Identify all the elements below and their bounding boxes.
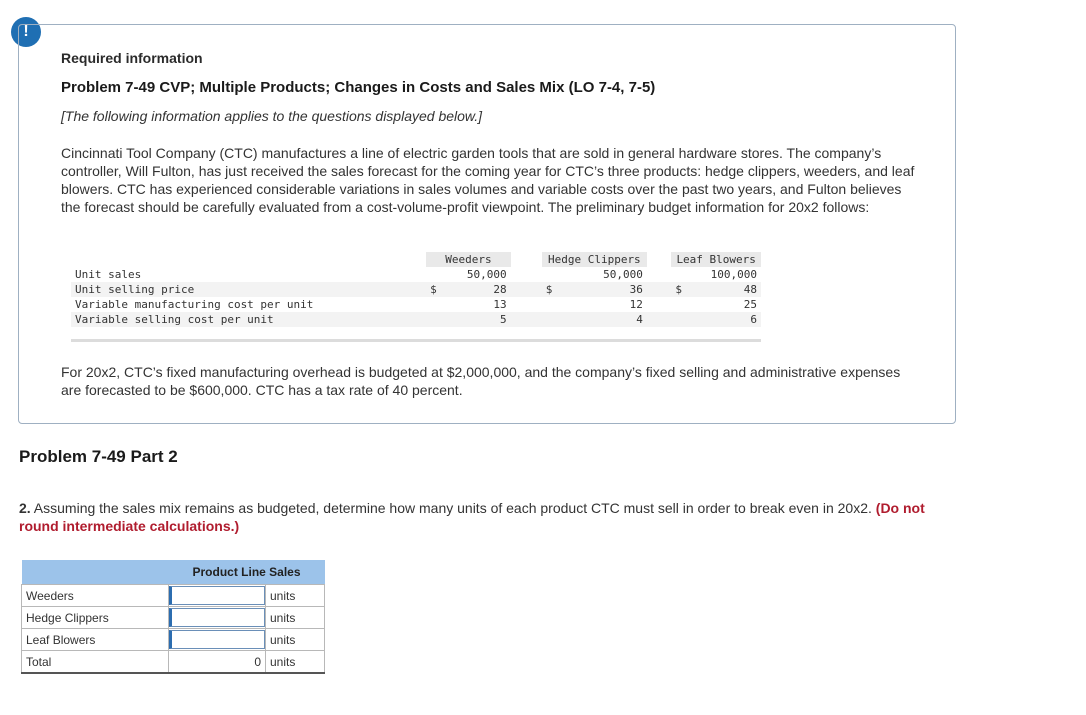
- budget-cell: 6: [689, 312, 761, 327]
- unit-label: units: [266, 651, 325, 674]
- total-row: [22, 651, 325, 674]
- budget-row: [71, 312, 761, 327]
- product-name: Leaf Blowers: [22, 629, 169, 651]
- question-body: Assuming the sales mix remains as budgeted, determine how many units of each product CTC must sell in order to break even in 20x2.: [30, 500, 876, 516]
- budget-header-hedge-clippers: Hedge Clippers: [542, 252, 647, 267]
- budget-cell: 36: [560, 282, 647, 297]
- budget-row-label: Variable selling cost per unit: [71, 312, 426, 327]
- total-label: Total: [22, 651, 169, 674]
- unit-label: units: [266, 585, 325, 607]
- part-title: Problem 7-49 Part 2: [19, 447, 178, 466]
- budget-header-weeders: Weeders: [426, 252, 511, 267]
- applies-note: [The following information applies to the questions displayed below.]: [61, 108, 483, 124]
- currency-symbol: $: [542, 282, 560, 297]
- problem-title: Problem 7-49 CVP; Multiple Products; Changes in Costs and Sales Mix (LO 7-4, 7-5): [61, 79, 656, 96]
- budget-row: [71, 297, 761, 312]
- unit-label: units: [266, 607, 325, 629]
- currency-symbol: $: [426, 282, 443, 297]
- leaf-blowers-units-input[interactable]: [169, 630, 265, 649]
- answer-header: Product Line Sales: [169, 560, 325, 585]
- budget-table-container: [71, 252, 761, 342]
- answer-row: [22, 607, 325, 629]
- budget-cell: 48: [689, 282, 761, 297]
- budget-row-label: Unit sales: [75, 268, 142, 281]
- weeders-units-input[interactable]: [169, 586, 265, 605]
- answer-row: [22, 629, 325, 651]
- unit-label: units: [266, 629, 325, 651]
- budget-row: [71, 282, 761, 297]
- answer-row: [22, 585, 325, 607]
- budget-header-leaf-blowers: Leaf Blowers: [671, 252, 761, 267]
- budget-table: [71, 252, 761, 327]
- budget-row: [71, 267, 761, 282]
- budget-cell: 4: [560, 312, 647, 327]
- fixed-costs-paragraph: For 20x2, CTC’s fixed manufacturing overhead is budgeted at $2,000,000, and the company’s fixed selling and administrative expenses are forecasted to be $600,000. CTC has a tax rate of 40 percent.: [61, 364, 901, 398]
- budget-cell: 25: [743, 298, 757, 311]
- budget-cell: 50,000: [603, 268, 643, 281]
- table-divider: [71, 339, 761, 342]
- answer-table: [21, 560, 325, 674]
- product-name: Hedge Clippers: [22, 607, 169, 629]
- product-name: Weeders: [22, 585, 169, 607]
- budget-header-spacer: [71, 252, 426, 267]
- alert-icon: !: [11, 17, 41, 47]
- budget-row-label: Variable manufacturing cost per unit: [75, 298, 314, 311]
- budget-cell: 50,000: [466, 268, 507, 281]
- currency-symbol: $: [671, 282, 689, 297]
- required-information-label: Required information: [61, 50, 203, 66]
- answer-header-blank: [22, 560, 169, 585]
- question-number: 2.: [19, 500, 31, 516]
- budget-cell: 28: [443, 282, 511, 297]
- hedge-clippers-units-input[interactable]: [169, 608, 265, 627]
- budget-cell: 5: [443, 312, 511, 327]
- budget-cell: 100,000: [710, 268, 757, 281]
- budget-cell: 12: [629, 298, 643, 311]
- total-value: 0: [254, 654, 261, 669]
- question-text: [19, 499, 954, 535]
- intro-paragraph: Cincinnati Tool Company (CTC) manufactures a line of electric garden tools that are sold in general hardware stores. The company’s controller, Will Fulton, has just received the sales forecast for the coming year for CTC’s three products: hedge clippers, weeders, and leaf blowers. CTC has experienced considerable variations in sales volumes and variable costs over the past two years, and Fulton believes the forecast should be carefully evaluated from a cost-volume-profit viewpoint. The preliminary budget information for 20x2 follows:: [61, 145, 915, 215]
- budget-row-label: Unit selling price: [71, 282, 426, 297]
- question-note: (Do not round intermediate calculations.): [19, 500, 925, 534]
- budget-cell: 13: [493, 298, 507, 311]
